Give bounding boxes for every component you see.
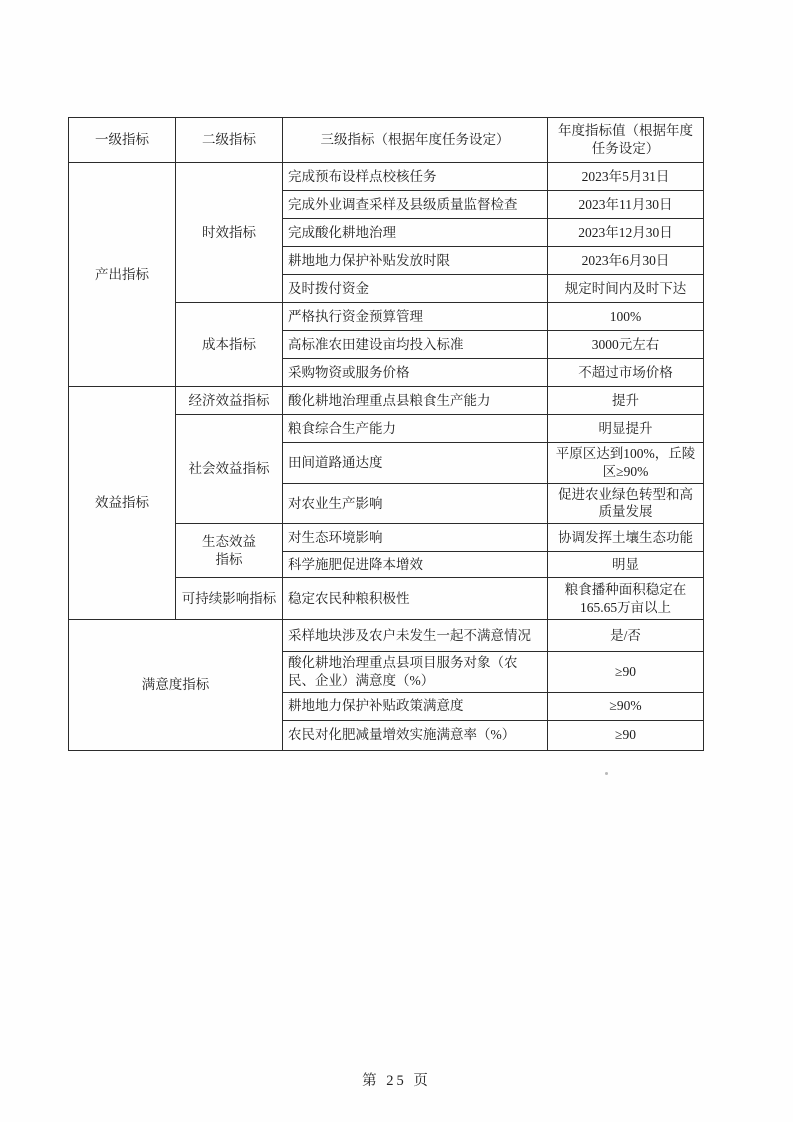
value-cell: 提升 (548, 387, 704, 415)
value-cell: 平原区达到100%，丘陵区≥90% (548, 443, 704, 484)
value-cell: 不超过市场价格 (548, 359, 704, 387)
page-number: 第 25 页 (362, 1073, 431, 1089)
indicator-cell: 采购物资或服务价格 (283, 359, 548, 387)
performance-indicator-table (68, 117, 704, 751)
table-row (69, 387, 704, 415)
value-cell: 规定时间内及时下达 (548, 275, 704, 303)
indicator-cell: 高标准农田建设亩均投入标准 (283, 331, 548, 359)
value-cell: ≥90% (548, 692, 704, 720)
indicator-cell: 采样地块涉及农户未发生一起不满意情况 (283, 620, 548, 652)
value-cell: 协调发挥土壤生态功能 (548, 524, 704, 552)
value-cell: 2023年5月31日 (548, 163, 704, 191)
value-cell: 2023年12月30日 (548, 219, 704, 247)
indicator-cell: 酸化耕地治理重点县粮食生产能力 (283, 387, 548, 415)
indicator-cell: 完成外业调查采样及县级质量监督检查 (283, 191, 548, 219)
table-header-row (69, 118, 704, 163)
value-cell: ≥90 (548, 652, 704, 693)
indicator-cell: 田间道路通达度 (283, 443, 548, 484)
indicator-cell: 完成酸化耕地治理 (283, 219, 548, 247)
indicator-cell: 科学施肥促进降本增效 (283, 552, 548, 578)
header-level2: 二级指标 (176, 118, 283, 163)
scan-speck (605, 772, 608, 775)
value-cell: 明显提升 (548, 415, 704, 443)
header-level3: 三级指标（根据年度任务设定） (283, 118, 548, 163)
value-cell: 粮食播种面积稳定在165.65万亩以上 (548, 578, 704, 620)
level1-cell-output: 产出指标 (69, 163, 176, 387)
level2-cell-sustainable-impact: 可持续影响指标 (176, 578, 283, 620)
indicator-cell: 对生态环境影响 (283, 524, 548, 552)
indicator-cell: 耕地地力保护补贴政策满意度 (283, 692, 548, 720)
header-annual-value: 年度指标值（根据年度任务设定） (548, 118, 704, 163)
value-cell: 3000元左右 (548, 331, 704, 359)
value-cell: 明显 (548, 552, 704, 578)
value-cell: 2023年6月30日 (548, 247, 704, 275)
indicator-cell: 对农业生产影响 (283, 483, 548, 524)
level1-cell-benefit: 效益指标 (69, 387, 176, 620)
table-row (69, 620, 704, 652)
level1-cell-satisfaction: 满意度指标 (69, 620, 283, 751)
level2-cell-economic-benefit: 经济效益指标 (176, 387, 283, 415)
level2-cell-cost: 成本指标 (176, 303, 283, 387)
value-cell: ≥90 (548, 720, 704, 750)
value-cell: 是/否 (548, 620, 704, 652)
value-cell: 促进农业绿色转型和高质量发展 (548, 483, 704, 524)
table-row (69, 163, 704, 191)
value-cell: 100% (548, 303, 704, 331)
level2-cell-social-benefit: 社会效益指标 (176, 415, 283, 524)
indicator-cell: 稳定农民种粮积极性 (283, 578, 548, 620)
level2-cell-eco-benefit (176, 524, 283, 578)
indicator-cell: 农民对化肥减量增效实施满意率（%） (283, 720, 548, 750)
value-cell: 2023年11月30日 (548, 191, 704, 219)
indicator-cell: 严格执行资金预算管理 (283, 303, 548, 331)
indicator-cell: 酸化耕地治理重点县项目服务对象（农民、企业）满意度（%） (283, 652, 548, 693)
indicator-cell: 完成预布设样点校核任务 (283, 163, 548, 191)
indicator-cell: 及时拨付资金 (283, 275, 548, 303)
level2-cell-timeliness: 时效指标 (176, 163, 283, 303)
indicator-cell: 耕地地力保护补贴发放时限 (283, 247, 548, 275)
indicator-cell: 粮食综合生产能力 (283, 415, 548, 443)
level2-label: 生态效益指标 (202, 533, 256, 567)
header-level1: 一级指标 (69, 118, 176, 163)
